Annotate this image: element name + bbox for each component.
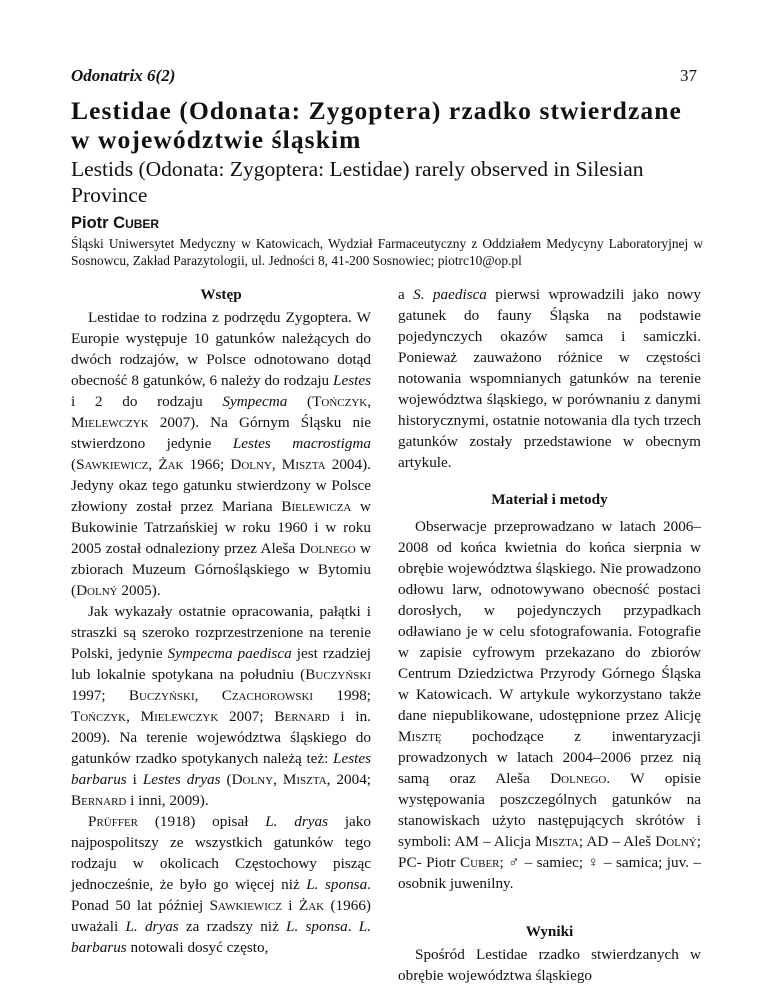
journal-name: Odonatrix 6(2) <box>71 66 176 85</box>
page-number: 37 <box>680 66 697 85</box>
running-header <box>71 66 697 88</box>
section-heading-intro: Wstęp <box>200 286 242 303</box>
right-column <box>398 284 701 986</box>
title-english: Lestids (Odonata: Zygoptera: Lestidae) rarely observed in Silesian Province <box>71 157 644 207</box>
paragraph-methods: Obserwacje przeprowadzano w latach 2006–2008 od końca kwietnia do końca sierpnia w obrębie województwa śląskiego. Nie prowadzono odłowu larw, odnotowywano obecność postaci dorosłych, w pojedynczych przypadkach odławiano je w celu sfotografowania. Fotografie w zapisie cyfrowym przekazano do zbiorów Centrum Dziedzictwa Przyrody Górnego Śląska w Katowicach. W artykule wykorzystano także dane niepublikowane, udostępnione przez Alicję Misztę pochodzące z inwentaryzacji prowadzonych w latach 2004–2006 przez nią samą oraz Aleša Dolnego. W opisie występowania poszczególnych gatunków na stanowiskach użyto następujących skrótów i symboli: AM – Alicja Miszta; AD – Aleš Dolný; PC- Piotr Cuber; ♂ – samiec; ♀ – samica; juv. – osobnik juwenilny. <box>398 518 702 892</box>
author-last-name: Cuber <box>113 214 160 232</box>
paragraph-intro-2: Jak wykazały ostatnie opracowania, pałątki i straszki są szeroko rozprzestrzenione na terenie Polski, jedynie Sympecma paedisca jest rzadziej lub lokalnie spotykana na południu (Buczyński 1997; Buczyński, Czachorowski 1998; Tończyk, Mielewczyk 2007; Bernard i in. 2009). Na terenie województwa śląskiego do gatunków rzadko spotykanych należą też: Lestes barbarus i Lestes dryas (Dolny, Miszta, 2004; Bernard i inni, 2009). <box>71 603 372 809</box>
author-affiliation: Śląski Uniwersytet Medyczny w Katowicach, Wydział Farmaceutyczny z Oddziałem Medycyny Laboratoryjnej w Sosnowcu, Zakład Parazytologii, ul. Jedności 8, 41-200 Sosnowiec; piotrc10@op.pl <box>71 236 703 268</box>
section-heading-methods: Materiał i metody <box>491 491 608 508</box>
author-first-name: Piotr <box>71 214 114 232</box>
paragraph-intro-3: Prüffer (1918) opisał L. dryas jako najpospolitszy ze wszystkich gatunków tego rodzaju w okolicach Częstochowy pisząc jednocześnie, że było go więcej niż L. sponsa. Ponad 50 lat później Sawkiewicz i Żak (1966) uważali L. dryas za rzadszy niż L. sponsa. L. barbarus notowali dosyć często, <box>71 813 371 956</box>
title-polish: Lestidae (Odonata: Zygoptera) rzadko stwierdzane w województwie śląskim <box>71 96 682 154</box>
author-name <box>71 214 159 233</box>
paragraph-results: Spośród Lestidae rzadko stwierdzanych w obrębie województwa śląskiego <box>398 946 701 984</box>
paragraph-intro-1: Lestidae to rodzina z podrzędu Zygoptera. W Europie występuje 10 gatunków należących do dwóch rodzajów, w Polsce odnotowano dotąd obecność 8 gatunków, 6 należy do rodzaju Lestes i 2 do rodzaju Sympecma (Tończyk, Mielewczyk 2007). Na Górnym Śląsku nie stwierdzono jedynie Lestes macrostigma (Sawkiewicz, Żak 1966; Dolny, Miszta 2004). Jedyny okaz tego gatunku stwierdzony w Polsce złowiony został przez Mariana Bielewicza w Bukowinie Tatrzańskiej w roku 1960 i w roku 2005 został odnaleziony przez Aleša Dolnego w zbiorach Muzeum Górnośląskiego w Bytomiu (Dolný 2005). <box>71 309 372 599</box>
section-heading-results: Wyniki <box>525 923 574 940</box>
left-column <box>71 284 371 958</box>
paragraph-intro-4: a S. paedisca pierwsi wprowadzili jako nowy gatunek do fauny Śląska na podstawie pojedynczych okazów samca i samiczki. Ponieważ zauważono różnice w częstości notowania wspomnianych gatunków na terenie województwa śląskiego, w porównaniu z danymi historycznymi, ostatnie notowania dla tych trzech gatunków zostały przedstawione w obecnym artykule. <box>398 286 701 471</box>
